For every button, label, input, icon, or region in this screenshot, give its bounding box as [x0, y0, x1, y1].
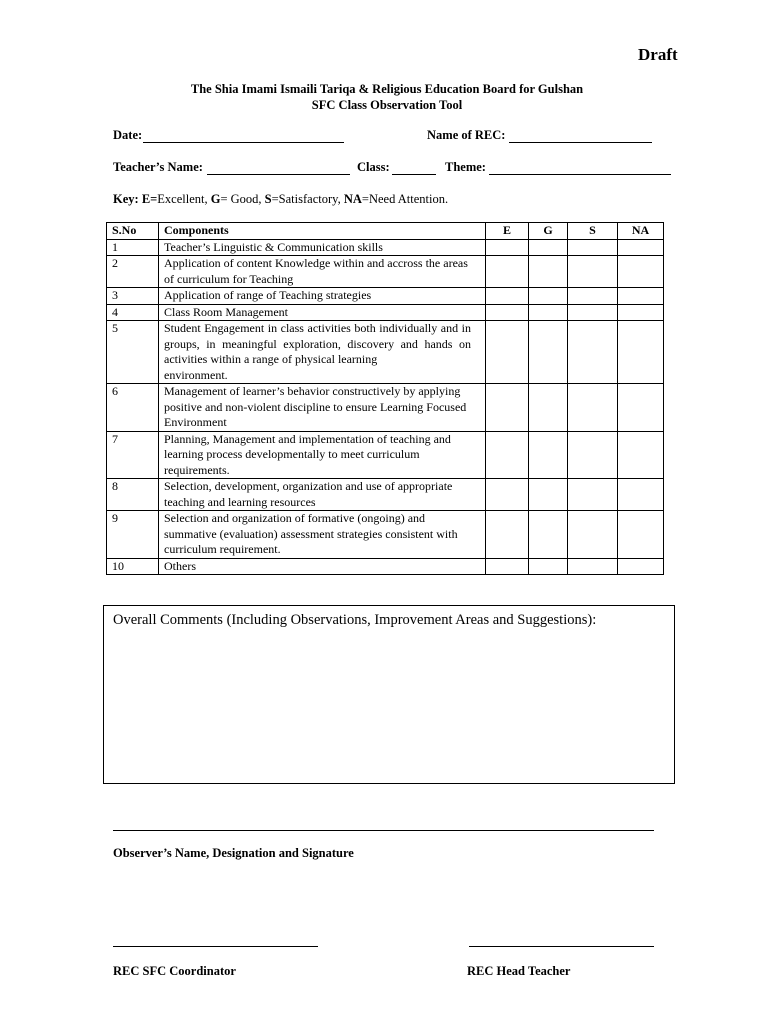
row-component: Teacher’s Linguistic & Communication skills: [159, 239, 486, 256]
class-field-line[interactable]: [392, 174, 436, 175]
rec-name-label: Name of REC:: [427, 128, 506, 142]
tool-title: SFC Class Observation Tool: [311, 98, 463, 112]
rating-cell-e[interactable]: [486, 511, 529, 559]
header-good: G: [529, 223, 568, 240]
row-component: Application of content Knowledge within and accross the areas of curriculum for Teaching: [159, 256, 486, 288]
rating-cell-s[interactable]: [568, 384, 618, 432]
rating-cell-e[interactable]: [486, 239, 529, 256]
date-label: Date:: [113, 128, 143, 142]
table-row: [107, 256, 664, 288]
table-row: [107, 558, 664, 575]
header-excellent: E: [486, 223, 529, 240]
table-row: [107, 321, 664, 384]
row-sno: 6: [107, 384, 159, 432]
rating-cell-g[interactable]: [529, 304, 568, 321]
rating-cell-e[interactable]: [486, 304, 529, 321]
rating-cell-g[interactable]: [529, 511, 568, 559]
row-sno: 7: [107, 431, 159, 479]
row-component: Others: [159, 558, 486, 575]
coordinator-signature-line[interactable]: [113, 946, 318, 947]
row-component: Class Room Management: [159, 304, 486, 321]
row-sno: 5: [107, 321, 159, 384]
overall-comments-title: Overall Comments (Including Observations, Improvement Areas and Suggestions):: [113, 612, 597, 628]
observation-table: [106, 222, 664, 575]
head-teacher-signature-label: REC Head Teacher: [467, 964, 571, 978]
rating-key: Key: E=Excellent, G= Good, S=Satisfactory, NA=Need Attention.: [113, 192, 449, 206]
row-component-tail: environment.: [164, 367, 228, 382]
table-row: [107, 304, 664, 321]
header-components: Components: [159, 223, 486, 240]
header-satisfactory: S: [568, 223, 618, 240]
row-component: Management of learner’s behavior constructively by applying positive and non-violent discipline to ensure Learning Focused Environment: [159, 384, 486, 432]
observer-signature-line[interactable]: [113, 830, 654, 831]
row-sno: 10: [107, 558, 159, 575]
rating-cell-na[interactable]: [618, 384, 664, 432]
theme-field-line[interactable]: [489, 174, 671, 175]
rating-cell-g[interactable]: [529, 321, 568, 384]
rating-cell-g[interactable]: [529, 431, 568, 479]
row-sno: 2: [107, 256, 159, 288]
rating-cell-e[interactable]: [486, 321, 529, 384]
table-row: [107, 384, 664, 432]
rating-cell-s[interactable]: [568, 256, 618, 288]
rating-cell-na[interactable]: [618, 431, 664, 479]
head-teacher-signature-line[interactable]: [469, 946, 654, 947]
rating-cell-na[interactable]: [618, 321, 664, 384]
rating-cell-g[interactable]: [529, 479, 568, 511]
row-component: Planning, Management and implementation of teaching and learning process developmentally to meet curriculum requirements.: [159, 431, 486, 479]
rating-cell-na[interactable]: [618, 479, 664, 511]
rating-cell-e[interactable]: [486, 479, 529, 511]
rating-cell-na[interactable]: [618, 511, 664, 559]
row-sno: 9: [107, 511, 159, 559]
rating-cell-e[interactable]: [486, 558, 529, 575]
table-row: [107, 288, 664, 305]
coordinator-signature-label: REC SFC Coordinator: [113, 964, 236, 978]
overall-comments-box[interactable]: [103, 605, 675, 784]
rating-cell-s[interactable]: [568, 304, 618, 321]
rating-cell-na[interactable]: [618, 304, 664, 321]
rating-cell-na[interactable]: [618, 256, 664, 288]
row-component: Application of range of Teaching strategies: [159, 288, 486, 305]
row-sno: 8: [107, 479, 159, 511]
table-row: [107, 479, 664, 511]
rating-cell-g[interactable]: [529, 384, 568, 432]
table-row: [107, 431, 664, 479]
rec-name-field-line[interactable]: [509, 142, 652, 143]
row-component: [159, 321, 486, 384]
row-sno: 1: [107, 239, 159, 256]
rating-cell-s[interactable]: [568, 558, 618, 575]
rating-cell-na[interactable]: [618, 558, 664, 575]
rating-cell-g[interactable]: [529, 239, 568, 256]
row-component: Selection and organization of formative (ongoing) and summative (evaluation) assessment strategies consistent with curriculum requirement.: [159, 511, 486, 559]
rating-cell-e[interactable]: [486, 431, 529, 479]
rating-cell-s[interactable]: [568, 431, 618, 479]
rating-cell-e[interactable]: [486, 288, 529, 305]
rating-cell-na[interactable]: [618, 288, 664, 305]
table-row: [107, 239, 664, 256]
rating-cell-g[interactable]: [529, 288, 568, 305]
rating-cell-s[interactable]: [568, 239, 618, 256]
table-row: [107, 511, 664, 559]
rating-cell-e[interactable]: [486, 256, 529, 288]
draft-label: Draft: [638, 45, 678, 64]
organization-title: The Shia Imami Ismaili Tariqa & Religious Education Board for Gulshan: [190, 82, 584, 96]
row-sno: 3: [107, 288, 159, 305]
header-need-attention: NA: [618, 223, 664, 240]
rating-cell-na[interactable]: [618, 239, 664, 256]
rating-cell-s[interactable]: [568, 288, 618, 305]
rating-cell-g[interactable]: [529, 256, 568, 288]
teacher-name-label: Teacher’s Name:: [113, 160, 203, 174]
rating-cell-s[interactable]: [568, 321, 618, 384]
row-component-text: Student Engagement in class activities both individually and in groups, in meaningful exploration, discovery and hands on activities within a range of physical learning: [164, 321, 471, 366]
theme-label: Theme:: [445, 160, 486, 174]
rating-cell-s[interactable]: [568, 479, 618, 511]
row-sno: 4: [107, 304, 159, 321]
header-sno: S.No: [107, 223, 159, 240]
rating-cell-e[interactable]: [486, 384, 529, 432]
rating-cell-g[interactable]: [529, 558, 568, 575]
teacher-name-field-line[interactable]: [207, 174, 350, 175]
row-component: Selection, development, organization and use of appropriate teaching and learning resources: [159, 479, 486, 511]
rating-cell-s[interactable]: [568, 511, 618, 559]
table-header-row: [107, 223, 664, 240]
observer-signature-label: Observer’s Name, Designation and Signature: [113, 846, 354, 860]
class-label: Class:: [357, 160, 390, 174]
date-field-line[interactable]: [143, 142, 344, 143]
